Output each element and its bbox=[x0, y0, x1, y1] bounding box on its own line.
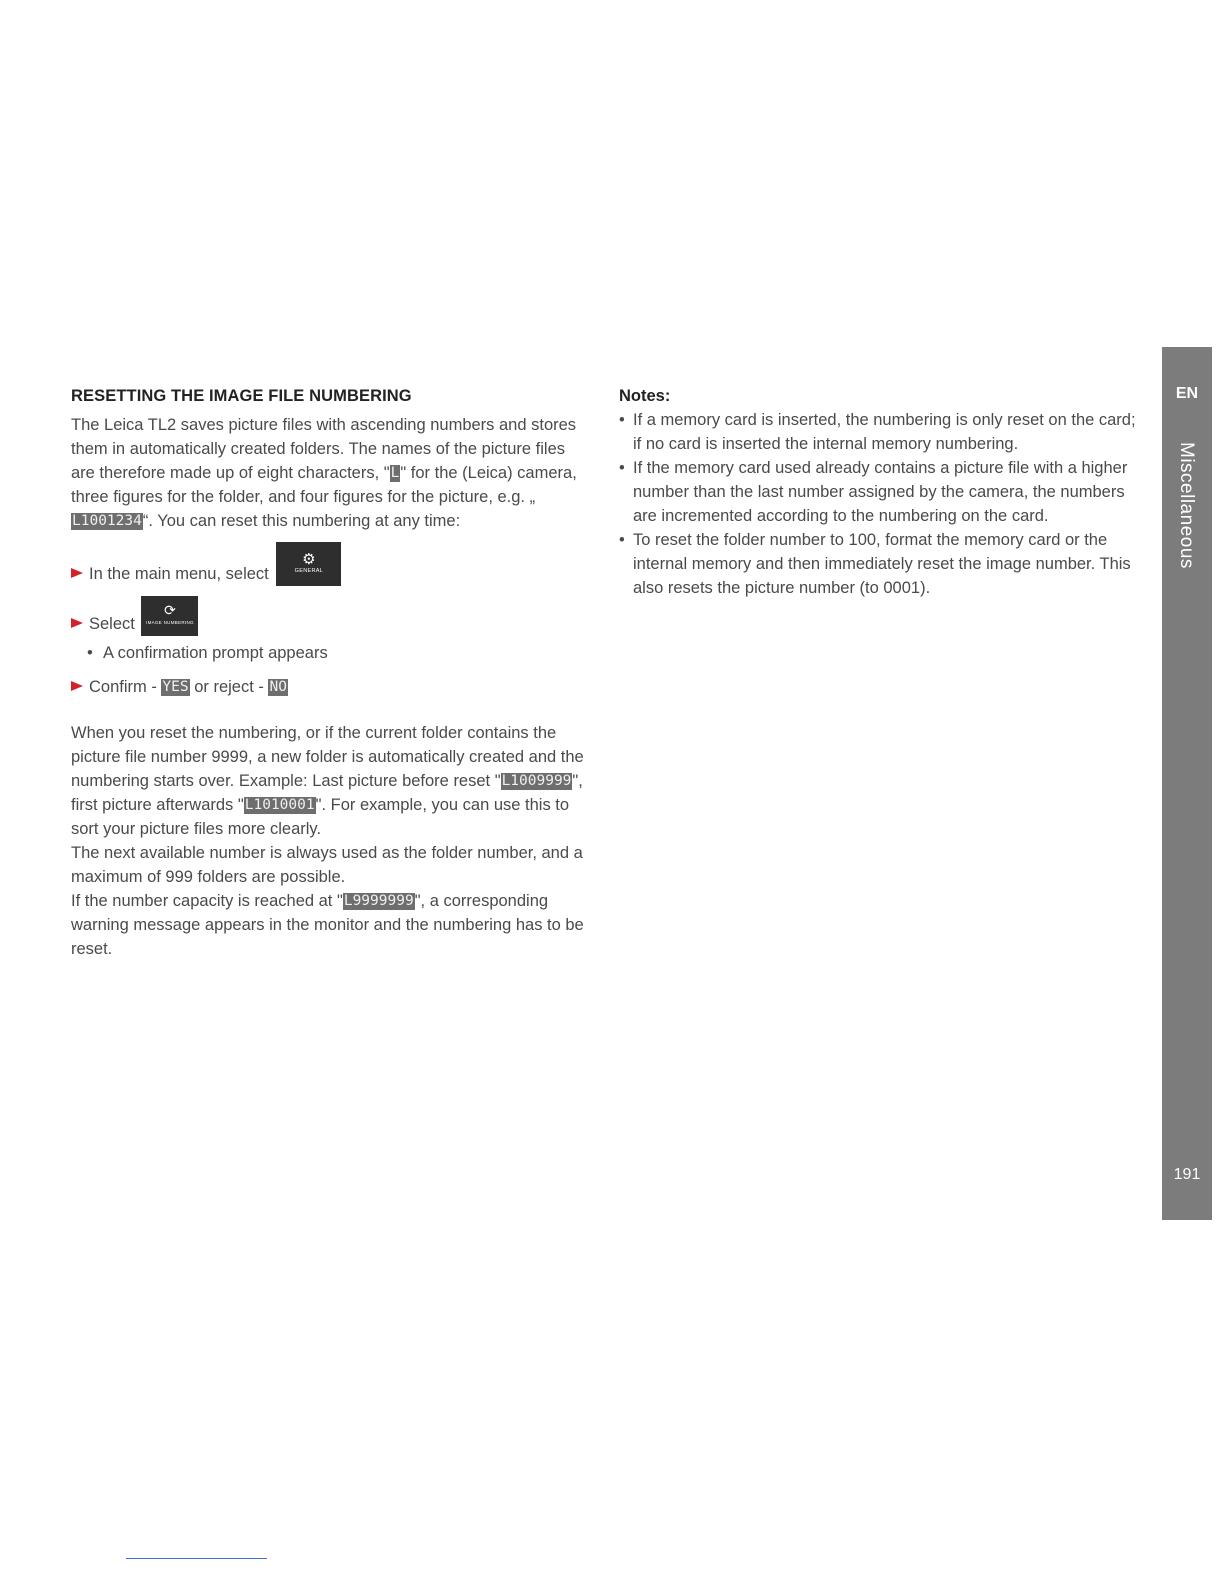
body-text-1: When you reset the numbering, or if the current folder contains the picture file number 9999, a new folder is automatically created and the numbering starts over. Example: Last picture before reset " bbox=[71, 724, 584, 790]
intro-paragraph bbox=[71, 413, 586, 533]
body-text-4: If the number capacity is reached at " bbox=[71, 892, 343, 910]
step-confirm bbox=[71, 675, 586, 699]
body-paragraph-1 bbox=[71, 721, 586, 841]
section-sidebar bbox=[1162, 347, 1212, 1220]
image-numbering-menu-icon[interactable] bbox=[141, 596, 198, 636]
red-arrow-icon bbox=[71, 618, 83, 628]
numbering-icon-label: IMAGE NUMBERING bbox=[146, 620, 194, 625]
section-name: Miscellaneous bbox=[1176, 442, 1197, 569]
red-arrow-icon bbox=[71, 681, 83, 691]
intro-text-2: " for the (Leica) camera, three figures for the folder, and four figures for the picture, e.g. „ bbox=[71, 464, 577, 506]
footer-rule bbox=[126, 1558, 267, 1559]
code-after-reset: L1010001 bbox=[244, 797, 315, 813]
right-column bbox=[619, 386, 1139, 600]
code-before-reset: L1009999 bbox=[501, 773, 572, 789]
no-option[interactable]: NO bbox=[269, 679, 287, 695]
intro-text-3: “. You can reset this numbering at any time: bbox=[142, 512, 461, 530]
confirmation-result: • A confirmation prompt appears bbox=[71, 641, 586, 665]
notes-list bbox=[619, 408, 1139, 600]
yes-option[interactable]: YES bbox=[162, 679, 189, 695]
note-item: • If the memory card used already contains a picture file with a higher number than the last number assigned by the camera, the numbers are incremented according to the numbering on the card. bbox=[619, 456, 1139, 528]
step3-text-a: Confirm - bbox=[89, 678, 162, 696]
code-example: L1001234 bbox=[72, 513, 142, 529]
general-icon-label: GENERAL bbox=[294, 568, 324, 574]
body-text-5: ", a corresponding warning message appears in the monitor and the numbering has to be reset. bbox=[71, 892, 584, 958]
body-paragraph-3 bbox=[71, 889, 586, 961]
section-title: RESETTING THE IMAGE FILE NUMBERING bbox=[71, 387, 412, 405]
step-select-numbering bbox=[71, 596, 586, 636]
note-item: • To reset the folder number to 100, format the memory card or the internal memory and then immediately reset the image number. This also resets the picture number (to 0001). bbox=[619, 528, 1139, 600]
body-paragraph-2: The next available number is always used as the folder number, and a maximum of 999 folders are possible. bbox=[71, 844, 583, 886]
gear-icon: ⚙ bbox=[302, 551, 316, 568]
note-item: • If a memory card is inserted, the numbering is only reset on the card; if no card is inserted the internal memory numbering. bbox=[619, 408, 1139, 456]
refresh-icon: ⟳ bbox=[164, 602, 176, 618]
code-capacity: L9999999 bbox=[343, 893, 414, 909]
notes-title: Notes: bbox=[619, 387, 671, 405]
code-l: L bbox=[390, 465, 400, 481]
step1-text: In the main menu, select bbox=[89, 565, 269, 583]
body-text-2: ", first picture afterwards " bbox=[71, 772, 583, 814]
language-tab: EN bbox=[1175, 385, 1199, 402]
page-number: 191 bbox=[1173, 1166, 1201, 1183]
step3-text-b: or reject - bbox=[189, 678, 269, 696]
body-text-3: ". For example, you can use this to sort your picture files more clearly. bbox=[71, 796, 570, 838]
step-select-general bbox=[71, 542, 586, 586]
left-column bbox=[71, 386, 586, 961]
step2-text: Select bbox=[89, 615, 135, 633]
red-arrow-icon bbox=[71, 568, 83, 578]
intro-text-1: The Leica TL2 saves picture files with ascending numbers and stores them in automatically created folders. The names of the picture files are therefore made up of eight characters, " bbox=[71, 416, 577, 482]
general-menu-icon[interactable] bbox=[276, 542, 341, 586]
